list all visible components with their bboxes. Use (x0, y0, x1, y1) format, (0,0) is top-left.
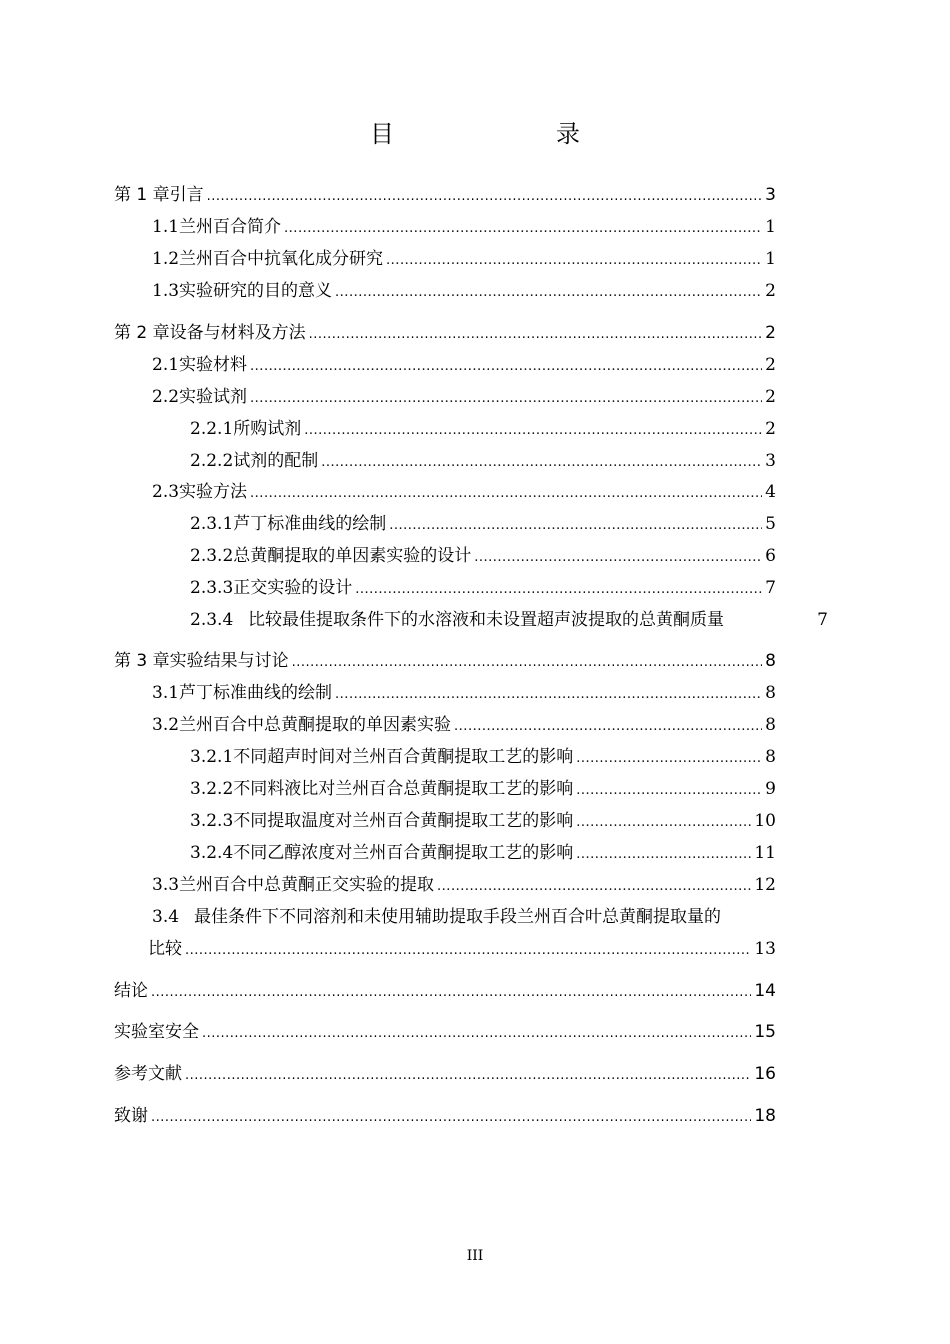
toc-entry-page: 5 (765, 514, 776, 534)
toc-entry-number: 第 1 章 (114, 185, 170, 205)
toc-entry-lab-safety[interactable] (114, 1020, 776, 1044)
toc-entry-text: 不同料液比对兰州百合总黄酮提取工艺的影响 (233, 779, 574, 799)
toc-entry-text: 最佳条件下不同溶剂和未使用辅助提取手段兰州百合叶总黄酮提取量的 (194, 907, 721, 927)
toc-entry-page: 4 (765, 482, 776, 502)
toc-entry-references[interactable] (114, 1062, 776, 1086)
toc-entry-text: 实验研究的目的意义 (179, 281, 333, 301)
toc-entry-acknowledgements[interactable] (114, 1104, 776, 1128)
toc-entry-page: 2 (765, 355, 776, 375)
toc-entry-page: 3 (765, 451, 776, 471)
toc-entry-page: 10 (754, 811, 776, 831)
toc-leader (250, 482, 762, 506)
toc-entry-page: 7 (765, 578, 776, 598)
toc-entry-text: 芦丁标准曲线的绘制 (233, 514, 387, 534)
toc-entry-1-1[interactable] (152, 215, 776, 239)
page-number-footer: III (466, 1248, 484, 1264)
toc-entry-number: 2.3 (152, 482, 180, 502)
toc-entry-text: 致谢 (114, 1106, 148, 1126)
toc-entry-page: 2 (765, 281, 776, 301)
toc-leader (386, 249, 762, 273)
toc-entry-text: 引言 (169, 185, 204, 205)
toc-entry-page: 3 (765, 185, 776, 205)
toc-leader (207, 185, 763, 209)
toc-entry-page: 15 (754, 1022, 776, 1042)
toc-entry-text: 芦丁标准曲线的绘制 (179, 683, 333, 703)
toc-entry-text: 设备与材料及方法 (169, 323, 306, 343)
toc-leader (151, 1106, 751, 1130)
toc-entry-number: 3.2.3 (190, 811, 234, 831)
toc-entry-number: 2.2.2 (190, 451, 234, 471)
toc-leader (250, 355, 762, 379)
toc-entry-text-continued: 比较 (148, 939, 182, 959)
toc-entry-2-3-1[interactable] (190, 512, 776, 536)
toc-entry-conclusion[interactable] (114, 979, 776, 1003)
toc-entry-page: 12 (754, 875, 776, 895)
toc-entry-3-4-line2[interactable] (148, 937, 776, 961)
toc-entry-3-2[interactable] (152, 713, 776, 737)
toc-leader (474, 546, 762, 570)
toc-entry-number: 第 2 章 (114, 323, 170, 343)
toc-entry-2-1[interactable] (152, 353, 776, 377)
toc-leader (304, 419, 762, 443)
toc-entry-page: 9 (765, 779, 776, 799)
toc-entry-2-3-2[interactable] (190, 544, 776, 568)
toc-entry-3-2-2[interactable] (190, 777, 776, 801)
toc-entry-1-2[interactable] (152, 247, 776, 271)
toc-entry-number: 3.2.4 (190, 843, 234, 863)
toc-entry-number: 2.3.3 (190, 578, 234, 598)
toc-entry-2-3[interactable] (152, 480, 776, 504)
toc-entry-number: 2.3.4 (190, 610, 234, 630)
toc-entry-text: 比较最佳提取条件下的水溶液和未设置超声波提取的总黄酮质量 (248, 610, 724, 630)
toc-entry-number: 1.3 (152, 281, 180, 301)
toc-entry-page: 1 (765, 217, 776, 237)
toc-entry-page: 14 (754, 981, 776, 1001)
toc-entry-ch1[interactable] (114, 183, 776, 207)
toc-entry-text: 结论 (114, 981, 148, 1001)
toc-leader (284, 217, 762, 241)
toc-entry-page: 2 (765, 387, 776, 407)
toc-entry-number: 2.3.2 (190, 546, 234, 566)
toc-leader (202, 1022, 751, 1046)
toc-entry-2-3-4[interactable] (190, 608, 828, 632)
toc-entry-2-3-3[interactable] (190, 576, 776, 600)
toc-entry-text: 所购试剂 (233, 419, 302, 439)
toc-entry-text: 不同超声时间对兰州百合黄酮提取工艺的影响 (233, 747, 574, 767)
toc-entry-ch2[interactable] (114, 321, 776, 345)
toc-entry-page: 2 (765, 419, 776, 439)
toc-entry-ch3[interactable] (114, 649, 776, 673)
toc-leader (185, 1064, 751, 1088)
toc-entry-number: 3.2.2 (190, 779, 234, 799)
toc-entry-page: 6 (765, 546, 776, 566)
toc-entry-text: 总黄酮提取的单因素实验的设计 (233, 546, 472, 566)
toc-entry-text: 实验材料 (179, 355, 248, 375)
toc-entry-3-2-4[interactable] (190, 841, 776, 865)
toc-entry-3-3[interactable] (152, 873, 776, 897)
toc-entry-text: 实验方法 (179, 482, 248, 502)
toc-entry-number: 1.2 (152, 249, 180, 269)
toc-entry-text: 兰州百合中总黄酮正交实验的提取 (179, 875, 435, 895)
toc-entry-3-4-line1[interactable] (152, 905, 721, 929)
toc-entry-text: 参考文献 (114, 1064, 182, 1084)
toc-entry-text: 兰州百合中抗氧化成分研究 (179, 249, 384, 269)
toc-entry-number: 3.2 (152, 715, 180, 735)
toc-entry-number: 3.3 (152, 875, 180, 895)
toc-entry-number: 1.1 (152, 217, 180, 237)
toc-entry-text: 实验试剂 (179, 387, 248, 407)
toc-entry-text: 实验室安全 (114, 1022, 199, 1042)
toc-leader (389, 514, 762, 538)
toc-entry-number: 2.2.1 (190, 419, 234, 439)
toc-entry-page: 8 (765, 683, 776, 703)
toc-entry-page: 1 (765, 249, 776, 269)
toc-entry-number: 2.3.1 (190, 514, 234, 534)
toc-leader (185, 939, 751, 963)
toc-leader (321, 451, 762, 475)
toc-leader (335, 281, 762, 305)
toc-entry-page: 7 (817, 610, 828, 630)
toc-leader (355, 578, 762, 602)
toc-entry-text: 试剂的配制 (233, 451, 319, 471)
toc-entry-page: 16 (754, 1064, 776, 1084)
toc-entry-number: 第 3 章 (114, 651, 170, 671)
toc-leader (309, 323, 763, 347)
toc-entry-number: 3.1 (152, 683, 180, 703)
toc-leader (335, 683, 762, 707)
toc-entry-text: 不同乙醇浓度对兰州百合黄酮提取工艺的影响 (233, 843, 574, 863)
toc-entry-2-2-2[interactable] (190, 449, 776, 473)
toc-entry-page: 8 (765, 715, 776, 735)
toc-entry-number: 2.1 (152, 355, 180, 375)
toc-leader (576, 811, 751, 835)
toc-leader (576, 779, 762, 803)
toc-entry-number: 2.2 (152, 387, 180, 407)
toc-title: 目 录 (370, 120, 618, 148)
toc-entry-number: 3.4 (152, 907, 180, 927)
toc-entry-page: 18 (754, 1106, 776, 1126)
toc-entry-2-2[interactable] (152, 385, 776, 409)
toc-entry-page: 13 (754, 939, 776, 959)
toc-entry-3-2-1[interactable] (190, 745, 776, 769)
toc-entry-page: 11 (754, 843, 776, 863)
toc-leader (292, 651, 763, 675)
toc-leader (151, 981, 751, 1005)
toc-entry-text: 不同提取温度对兰州百合黄酮提取工艺的影响 (233, 811, 574, 831)
toc-entry-page: 8 (765, 651, 776, 671)
toc-entry-2-2-1[interactable] (190, 417, 776, 441)
toc-entry-3-2-3[interactable] (190, 809, 776, 833)
toc-leader (250, 387, 762, 411)
toc-leader (576, 843, 751, 867)
toc-entry-text: 兰州百合简介 (179, 217, 282, 237)
toc-entry-text: 实验结果与讨论 (169, 651, 289, 671)
toc-entry-page: 2 (765, 323, 776, 343)
toc-leader (437, 875, 751, 899)
toc-entry-text: 兰州百合中总黄酮提取的单因素实验 (179, 715, 452, 735)
toc-entry-number: 3.2.1 (190, 747, 234, 767)
toc-leader (576, 747, 762, 771)
toc-entry-3-1[interactable] (152, 681, 776, 705)
toc-entry-text: 正交实验的设计 (233, 578, 353, 598)
toc-leader (454, 715, 762, 739)
toc-entry-1-3[interactable] (152, 279, 776, 303)
toc-entry-page: 8 (765, 747, 776, 767)
